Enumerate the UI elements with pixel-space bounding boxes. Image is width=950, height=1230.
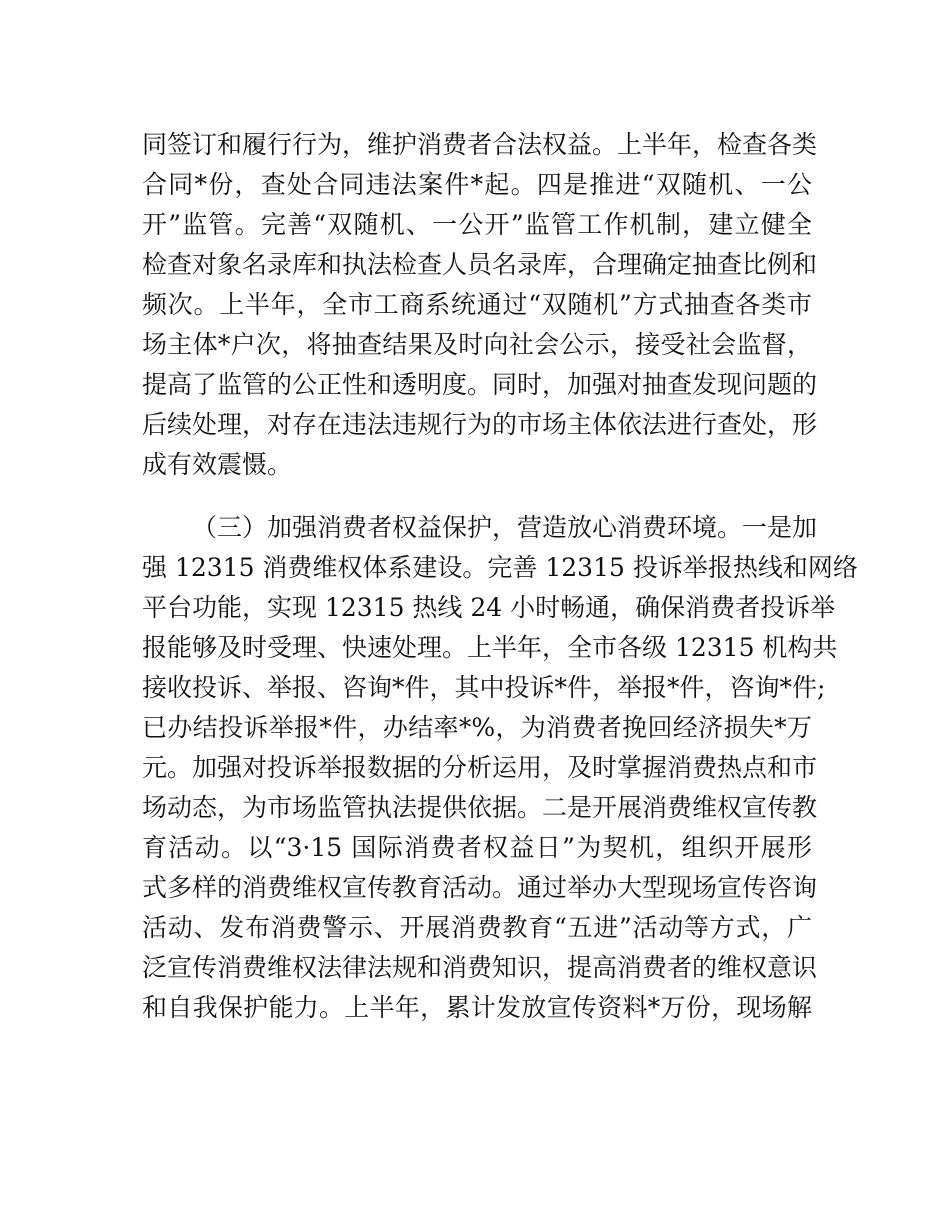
text-line: 报能够及时受理、快速处理。上半年，全市各级 12315 机构共 bbox=[142, 633, 838, 662]
text-line: 后续处理，对存在违法违规行为的市场主体依法进行查处，形 bbox=[142, 410, 818, 439]
text-line: 强 12315 消费维权体系建设。完善 12315 投诉举报热线和网络 bbox=[142, 553, 858, 582]
paragraph-1 bbox=[142, 125, 818, 485]
text-line: 泛宣传消费维权法律法规和消费知识，提高消费者的维权意识 bbox=[142, 953, 818, 982]
text-line: 已办结投诉举报*件，办结率*%，为消费者挽回经济损失*万 bbox=[142, 713, 812, 742]
text-line: 平台功能，实现 12315 热线 24 小时畅通，确保消费者投诉举 bbox=[142, 593, 836, 622]
text-line: 场动态，为市场监管执法提供依据。二是开展消费维权宣传教 bbox=[142, 793, 818, 822]
text-line: 检查对象名录库和执法检查人员名录库，合理确定抽查比例和 bbox=[142, 250, 818, 279]
paragraph-spacer bbox=[142, 485, 812, 508]
text-line: 合同*份，查处合同违法案件*起。四是推进“双随机、一公 bbox=[142, 170, 812, 199]
text-line: 同签订和履行行为，维护消费者合法权益。上半年，检查各类 bbox=[142, 130, 818, 159]
document-body bbox=[142, 125, 858, 1028]
text-line: 元。加强对投诉举报数据的分析运用，及时掌握消费热点和市 bbox=[142, 753, 818, 782]
text-line: 成有效震慑。 bbox=[142, 450, 293, 479]
text-line: 场主体*户次，将抽查结果及时向社会公示，接受社会监督， bbox=[142, 330, 812, 359]
text-line: 提高了监管的公正性和透明度。同时，加强对抽查发现问题的 bbox=[142, 370, 818, 399]
text-line: 育活动。以“3·15 国际消费者权益日”为契机，组织开展形 bbox=[142, 833, 812, 862]
text-line: 频次。上半年，全市工商系统通过“双随机”方式抽查各类市 bbox=[142, 290, 812, 319]
text-line: （三）加强消费者权益保护，营造放心消费环境。一是加 bbox=[192, 513, 818, 542]
text-line: 开”监管。完善“双随机、一公开”监管工作机制，建立健全 bbox=[142, 210, 812, 239]
text-line: 式多样的消费维权宣传教育活动。通过举办大型现场宣传咨询 bbox=[142, 873, 818, 902]
text-line: 接收投诉、举报、咨询*件，其中投诉*件，举报*件，咨询*件; bbox=[142, 673, 826, 702]
text-line: 和自我保护能力。上半年，累计发放宣传资料*万份，现场解 bbox=[142, 993, 812, 1022]
text-line: 活动、发布消费警示、开展消费教育“五进”活动等方式，广 bbox=[142, 913, 812, 942]
paragraph-2 bbox=[142, 508, 858, 1028]
